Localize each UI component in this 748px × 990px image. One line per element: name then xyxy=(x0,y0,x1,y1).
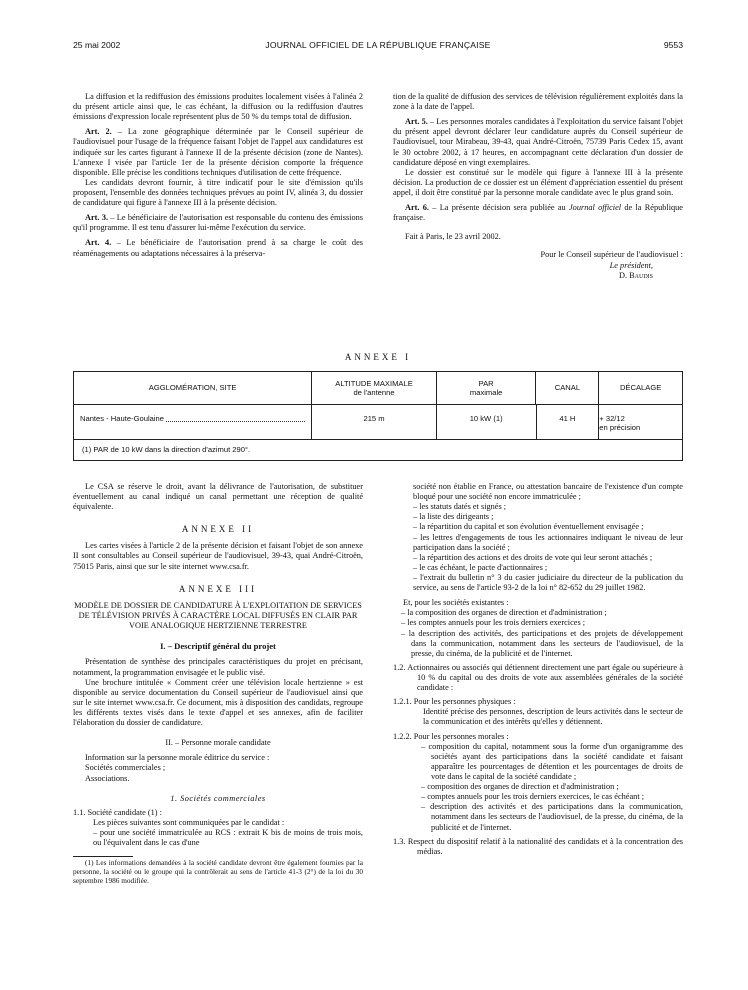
paragraph: tion de la qualité de diffusion des services de télévision régulièrement exploités dans la zone à la date de l'appel. xyxy=(393,92,683,112)
dotted-leader xyxy=(166,414,305,422)
list-item: – la description des activités, des participations et des projets de développement dans la communication, notamment dans les secteurs de l'audiovisuel, de la presse, du cinéma, de la publicité et de l'internet. xyxy=(401,628,683,658)
list-item: – l'extrait du bulletin n° 3 du casier judiciaire du directeur de la publication du service, au sens de l'article 93-2 de la loi n° 82-652 du 29 juillet 1982. xyxy=(413,572,683,593)
list-item: – la composition des organes de direction et d'administration ; xyxy=(401,608,607,618)
signature-name: D. Baudis xyxy=(618,270,653,280)
footnote-divider xyxy=(73,856,133,857)
list-item: – les lettres d'engagements de tous les actionnaires indiquant le niveau de leur participation dans la société ; xyxy=(413,532,683,552)
canal-cell: 41 H xyxy=(537,405,600,439)
list-item: – les statuts datés et signés ; xyxy=(413,502,507,512)
article-label: Art. 2. xyxy=(85,127,112,137)
list-item: – composition des organes de direction et d'administration ; xyxy=(421,782,619,792)
footnote: (1) Les informations demandées à la société candidate devront être également fournies par la personne, la société ou le groupe qui la contrôlerait au sens de l'article 41-3 (2°) de la loi du 30 septembre 1986 modifiée. xyxy=(73,858,363,885)
list-item: – composition du capital, notamment sous la forme d'un organigramme des sociétés ayant des participations dans la société candidate et faisant apparaître les pourcentages de détention et les pourcentages de droits de vote dans le capital de la société candidate ; xyxy=(421,741,683,781)
list-item: – la répartition des actions et des droits de vote qui leur seront attachés ; xyxy=(413,552,653,562)
column-header: DÉCALAGE xyxy=(619,383,662,393)
paragraph: Et, pour les sociétés existantes : xyxy=(403,598,509,608)
column-header: ALTITUDE MAXIMALE de l'antenne xyxy=(312,372,437,404)
altitude-cell: 215 m xyxy=(312,405,437,439)
header-page-number: 9553 xyxy=(663,40,683,50)
top-left-column xyxy=(73,92,363,259)
article-4: Art. 4. – Le bénéficiaire de l'autorisation prend à sa charge le coût des réaménagements ou adaptations nécessaires à la préserva- xyxy=(73,238,363,258)
article-2: Art. 2. – La zone géographique déterminée par le Conseil supérieur de l'audiovisuel pour l'usage de la fréquence faisant l'objet de l'appel aux candidatures est indiquée sur les cartes figurant à l'annexe II de la présente décision (zone de Nantes). L'annexe I visée par l'article 1er de la présente décision comporte la fréquence disponible. Elle précise les conditions techniques d'utilisation de cette fréquence. xyxy=(73,127,364,177)
table-row xyxy=(74,405,682,440)
bottom-right-column xyxy=(393,482,683,857)
par-cell: 10 kW (1) xyxy=(437,405,537,439)
top-right-column xyxy=(393,92,683,281)
article-label: Art. 3. xyxy=(85,213,109,223)
subsection-1-2: 1.2. Actionnaires ou associés qui détiennent directement une part égale ou supérieure à 10 % du capital ou des droits de vote aux assemblées générales de la société candidate : xyxy=(393,662,683,693)
list-item: – description des activités et des participations dans la communication, notamment dans les secteurs de l'audiovisuel, de la presse, du cinéma, de la publicité et de l'internet. xyxy=(421,802,683,832)
table-header-row xyxy=(74,372,682,405)
column-header: CANAL xyxy=(536,372,599,404)
paragraph: Information sur la personne morale éditrice du service : xyxy=(85,753,270,763)
paragraph: – pour une société immatriculée au RCS : extrait K bis de moins de trois mois, ou l'équivalent dans le cas d'une xyxy=(93,827,363,848)
subsection-title: 1. Sociétés commerciales xyxy=(170,793,266,803)
list-item: – les comptes annuels pour les trois derniers exercices ; xyxy=(401,618,586,628)
paragraph: Associations. xyxy=(85,773,130,783)
paragraph: Le dossier est constitué sur le modèle qui figure à l'annexe III à la présente décision. La production de ce dossier est un élément d'appréciation essentiel du présent appel, il doit être constitué par la personne morale candidate avec le plus grand soin. xyxy=(393,167,683,197)
subsection-1-3: 1.3. Respect du dispositif relatif à la nationalité des candidats et à la concentration des médias. xyxy=(393,836,683,856)
page-header xyxy=(73,40,683,54)
done-at: Fait à Paris, le 23 avril 2002. xyxy=(405,232,501,242)
header-date: 25 mai 2002 xyxy=(73,40,121,50)
subsection-1-1: 1.1. Société candidate (1) : xyxy=(73,807,162,817)
paragraph: Les cartes visées à l'article 2 de la présente décision et faisant l'objet de son annexe II sont consultables au Conseil supérieur de l'audiovisuel, 39-43, quai André-Citroën, 75015 Paris, ainsi que sur le site internet www.csa.fr. xyxy=(73,541,363,571)
column-header: PAR maximale xyxy=(437,372,537,404)
paragraph: Le CSA se réserve le droit, avant la délivrance de l'autorisation, de substituer éventuellement au canal indiqué un canal permettant une réception de qualité équivalente. xyxy=(73,482,363,512)
paragraph: Les candidats devront fournir, à titre indicatif pour le site d'émission qu'ils proposent, l'ensemble des données techniques prévues au point IV, alinéa 3, du dossier de candidature qui figure à l'annexe III à la présente décision. xyxy=(73,177,363,208)
section-2-title: II. – Personne morale candidate xyxy=(165,738,271,748)
list-item: – la liste des dirigeants ; xyxy=(413,512,494,522)
signature-role: Le président, xyxy=(609,260,653,270)
paragraph: Sociétés commerciales ; xyxy=(85,763,166,773)
article-3: Art. 3. – Le bénéficiaire de l'autorisation est responsable du contenu des émissions qu'il programme. Il est tenu d'assurer lui-même l'exécution du service. xyxy=(73,213,363,233)
subsection-1-2-1: 1.2.1. Pour les personnes physiques : xyxy=(393,697,516,707)
site-cell: Nantes - Haute-Goulaine xyxy=(74,405,312,439)
table-note: (1) PAR de 10 kW dans la direction d'azimut 290°. xyxy=(82,445,251,454)
list-item: – comptes annuels pour les trois derniers exercices, le cas échéant ; xyxy=(421,792,645,802)
list-item: – le cas échéant, le pacte d'actionnaires ; xyxy=(413,562,548,572)
article-label: Art. 6. xyxy=(405,203,430,213)
list-item: – la répartition du capital et son évolution éventuellement envisagée ; xyxy=(413,522,644,532)
paragraph: société non établie en France, ou attestation bancaire de l'existence d'un compte bloqué pour une société non encore immatriculée ; xyxy=(413,482,683,502)
paragraph: La diffusion et la rediffusion des émissions produites localement visées à l'alinéa 2 du présent article ainsi que, le cas échéant, la diffusion ou la rediffusion d'autres émissions d'expression locale représentent plus de 50 % du temps total de diffusion. xyxy=(73,92,363,122)
column-header: AGGLOMÉRATION, SITE xyxy=(74,372,312,404)
subsection-1-2-2: 1.2.2. Pour les personnes morales : xyxy=(393,731,509,741)
section-1-title: I. – Descriptif général du projet xyxy=(160,640,276,651)
annex-1-table xyxy=(73,371,683,461)
paragraph: Identité précise des personnes, description de leurs activités dans le secteur de la communication et des intérêts qu'elles y détiennent. xyxy=(423,707,683,727)
annex-3-subtitle: MODÈLE DE DOSSIER DE CANDIDATURE À L'EXPLOITATION DE SERVICES DE TÉLÉVISION PRIVÉS À CARACTÈRE LOCAL DIFFUSÉS EN CLAIR PAR VOIE ANALOGIQUE HERTZIENNE TERRESTRE xyxy=(74,600,362,630)
paragraph: Les pièces suivantes sont communiquées par le candidat : xyxy=(93,817,285,827)
article-5: Art. 5. – Les personnes morales candidates à l'exploitation du service faisant l'objet du présent appel devront déclarer leur candidature auprès du Conseil supérieur de l'audiovisuel, tour Mirabeau, 39-43, quai André-Citroën, 75739 Paris Cedex 15, avant le 30 octobre 2002, à 17 heures, en accompagnant cette déclaration d'un dossier de candidature déposé en vingt exemplaires. xyxy=(393,117,683,167)
annex-3-title: ANNEXE III xyxy=(178,583,258,594)
paragraph: Une brochure intitulée « Comment créer une télévision locale hertzienne » est disponible au service documentation du Conseil supérieur de l'audiovisuel ainsi que sur le site internet www.csa.fr. Ce document, mis à disposition des candidats, regroupe les différents textes visés dans le texte d'appel et ses annexes, afin de faciliter l'élaboration du dossier de candidature. xyxy=(73,677,363,728)
annex-1-title: ANNEXE I xyxy=(344,352,412,362)
article-label: Art. 5. xyxy=(405,117,428,127)
journal-name: Journal officiel xyxy=(568,203,622,213)
bottom-left-column xyxy=(73,482,363,886)
header-title: JOURNAL OFFICIEL DE LA RÉPUBLIQUE FRANÇAISE xyxy=(265,40,491,50)
signature-line: Pour le Conseil supérieur de l'audiovisuel : xyxy=(540,250,683,260)
article-6: Art. 6. – La présente décision sera publiée au Journal officiel de la République française. xyxy=(393,203,683,223)
annex-2-title: ANNEXE II xyxy=(181,524,255,535)
paragraph: Présentation de synthèse des principales caractéristiques du projet en précisant, notamment, la programmation envisagée et le public visé. xyxy=(73,657,363,677)
decalage-cell: + 32/12 en précision xyxy=(599,414,641,433)
article-label: Art. 4. xyxy=(85,238,112,248)
